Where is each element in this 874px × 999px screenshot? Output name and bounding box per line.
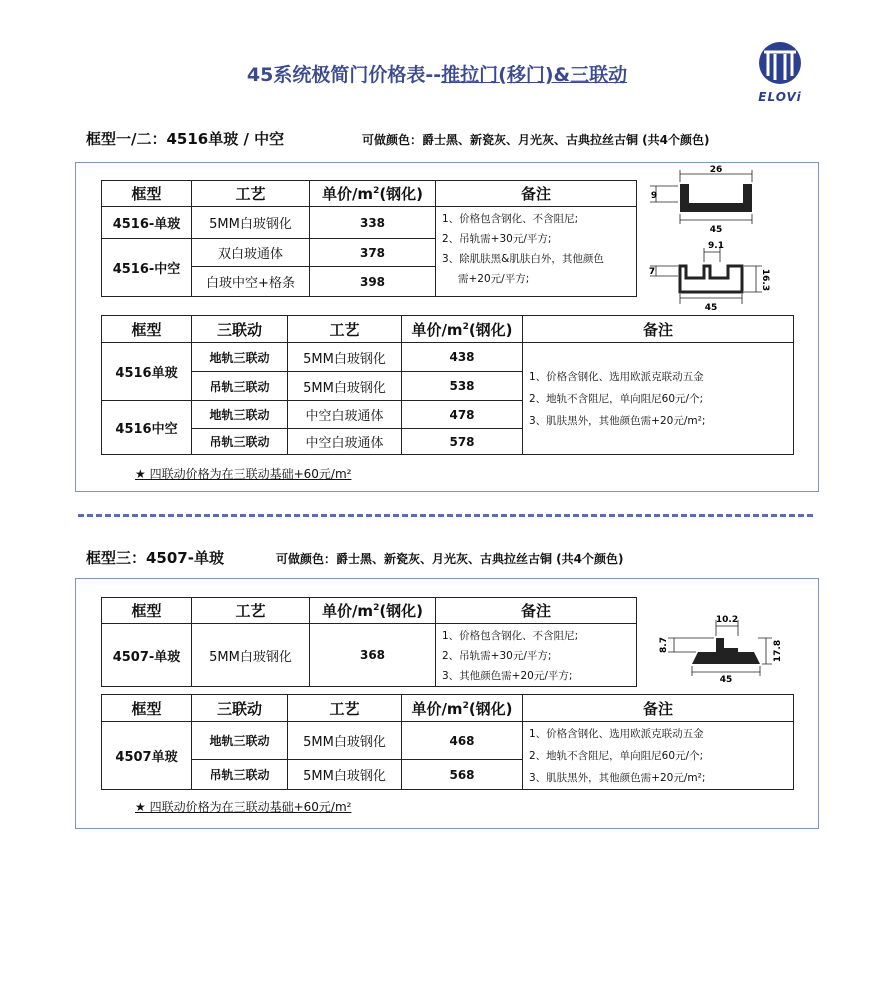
note-line: 2、地轨不含阻尼，单向阻尼60元/个; [529, 392, 704, 405]
price-cell: 568 [402, 760, 523, 790]
table-row [102, 624, 637, 687]
dim-right: 17.8 [773, 639, 783, 663]
linkage-cell: 地轨三联动 [192, 343, 288, 372]
notes-cell [436, 624, 637, 687]
dim-top: 26 [709, 165, 723, 175]
craft-cell: 5MM白玻钢化 [288, 722, 402, 760]
col-header-frame: 框型 [102, 598, 192, 624]
craft-cell: 白玻中空+格条 [192, 267, 310, 297]
linkage-cell: 地轨三联动 [192, 722, 288, 760]
price-cell: 398 [310, 267, 436, 297]
section2-footnote: ★ 四联动价格为在三联动基础+60元/m² [135, 800, 352, 814]
price-cell: 478 [402, 401, 523, 429]
profile-4516-single-diagram [644, 164, 774, 236]
table-row [102, 343, 794, 372]
linkage-cell: 吊轨三联动 [192, 760, 288, 790]
col-header-linkage: 三联动 [192, 316, 288, 343]
craft-cell: 双白玻通体 [192, 239, 310, 267]
col-header-frame: 框型 [102, 316, 192, 343]
price-cell: 578 [402, 429, 523, 455]
linkage-cell: 地轨三联动 [192, 401, 288, 429]
craft-cell: 5MM白玻钢化 [192, 624, 310, 687]
col-header-craft: 工艺 [192, 181, 310, 207]
price-cell: 378 [310, 239, 436, 267]
notes-cell [523, 343, 794, 455]
frame-cell: 4516单玻 [102, 343, 192, 401]
craft-cell: 5MM白玻钢化 [192, 207, 310, 239]
section1-heading: 框型一/二：4516单玻 / 中空 [86, 130, 285, 148]
title-underlined: 推拉门(移门)&三联动 [441, 64, 628, 86]
note-line: 2、地轨不含阻尼，单向阻尼60元/个; [529, 749, 704, 762]
craft-cell: 5MM白玻钢化 [288, 372, 402, 401]
profile-4507-single-diagram [654, 610, 784, 686]
note-line: 3、肌肤黑外，其他颜色需+20元/m²; [529, 771, 706, 784]
note-line: 1、价格含钢化、选用欧派克联动五金 [529, 727, 704, 740]
section2-heading: 框型三：4507-单玻 [86, 549, 224, 567]
note-line: 1、价格包含钢化、不含阻尼; [442, 213, 579, 225]
linkage-cell: 吊轨三联动 [192, 429, 288, 455]
dim-bottom: 45 [704, 303, 718, 312]
section2-colors: 可做颜色：爵士黑、新瓷灰、月光灰、古典拉丝古铜 (共4个颜色) [276, 552, 624, 566]
price-cell: 368 [310, 624, 436, 687]
col-header-notes: 备注 [523, 695, 794, 722]
col-header-price: 单价$/m^2$(钢化) [310, 598, 436, 624]
note-line: 3、除肌肤黑&肌肤白外，其他颜色 [442, 253, 604, 265]
col-header-craft: 工艺 [192, 598, 310, 624]
dim-bottom: 45 [709, 225, 723, 235]
profile-4516-hollow-diagram [644, 240, 774, 312]
note-line: 3、肌肤黑外，其他颜色需+20元/m²; [529, 414, 706, 427]
table-row [102, 722, 794, 760]
frame-cell: 4516-单玻 [102, 207, 192, 239]
price-cell: 438 [402, 343, 523, 372]
note-line: 1、价格包含钢化、不含阻尼; [442, 630, 579, 642]
brand-logo [752, 40, 808, 104]
notes-cell [523, 722, 794, 790]
section-divider [78, 514, 813, 517]
col-header-price: 单价$/m^2$(钢化) [310, 181, 436, 207]
dim-top: 10.2 [715, 615, 739, 625]
section2-table2 [101, 694, 794, 790]
dim-side: 8.7 [659, 637, 669, 653]
dim-side: 9 [650, 191, 658, 201]
col-header-frame: 框型 [102, 181, 192, 207]
col-header-notes: 备注 [523, 316, 794, 343]
dim-top: 9.1 [708, 241, 724, 251]
note-line: 1、价格含钢化、选用欧派克联动五金 [529, 370, 704, 383]
section1-table1 [101, 180, 637, 297]
dim-right: 16.3 [760, 268, 770, 292]
logo-emblem-icon [755, 40, 805, 86]
dim-side: 7 [648, 267, 656, 277]
section1-colors: 可做颜色：爵士黑、新瓷灰、月光灰、古典拉丝古铜 (共4个颜色) [362, 133, 710, 147]
col-header-price: 单价$/m^2$(钢化) [402, 695, 523, 722]
note-line: 2、吊轨需+30元/平方; [442, 650, 552, 662]
frame-cell: 4516-中空 [102, 239, 192, 297]
dim-bottom: 45 [719, 675, 733, 685]
notes-cell [436, 207, 637, 297]
price-cell: 538 [402, 372, 523, 401]
craft-cell: 5MM白玻钢化 [288, 760, 402, 790]
craft-cell: 中空白玻通体 [288, 401, 402, 429]
craft-cell: 中空白玻通体 [288, 429, 402, 455]
frame-cell: 4507单玻 [102, 722, 192, 790]
col-header-frame: 框型 [102, 695, 192, 722]
logo-text: ELOVi [758, 90, 802, 104]
col-header-craft: 工艺 [288, 695, 402, 722]
price-cell: 338 [310, 207, 436, 239]
section1-table2 [101, 315, 794, 455]
col-header-notes: 备注 [436, 598, 637, 624]
section1-footnote: ★ 四联动价格为在三联动基础+60元/m² [135, 467, 352, 481]
frame-cell: 4516中空 [102, 401, 192, 455]
title-main: 45系统极简门价格表-- [246, 64, 442, 86]
col-header-notes: 备注 [436, 181, 637, 207]
col-header-price: 单价$/m^2$(钢化) [402, 316, 523, 343]
note-line: 3、其他颜色需+20元/平方; [442, 670, 573, 682]
price-cell: 468 [402, 722, 523, 760]
section2-table1 [101, 597, 637, 687]
note-line: 需+20元/平方; [458, 273, 530, 285]
note-line: 2、吊轨需+30元/平方; [442, 233, 552, 245]
col-header-craft: 工艺 [288, 316, 402, 343]
frame-cell: 4507-单玻 [102, 624, 192, 687]
linkage-cell: 吊轨三联动 [192, 372, 288, 401]
table-row [102, 207, 637, 239]
craft-cell: 5MM白玻钢化 [288, 343, 402, 372]
col-header-linkage: 三联动 [192, 695, 288, 722]
page-title [0, 60, 874, 87]
